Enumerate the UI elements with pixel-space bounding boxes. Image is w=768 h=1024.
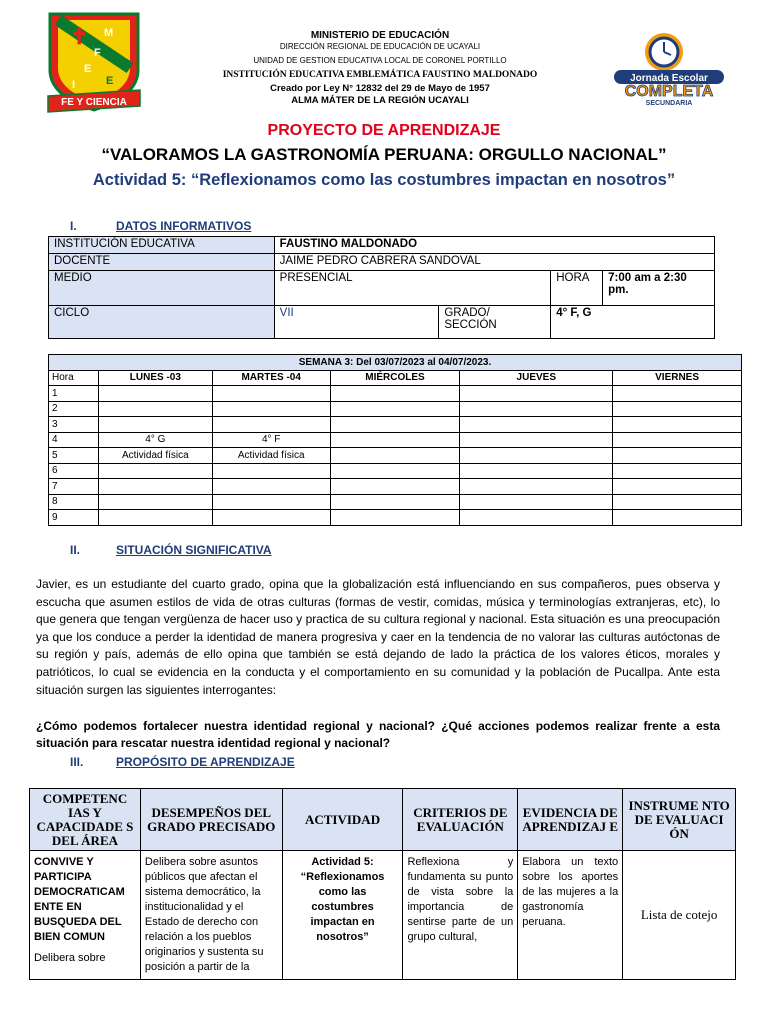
prop-header-criterios: CRITERIOS DE EVALUACIÓN (403, 789, 518, 851)
schedule-cell (613, 479, 742, 495)
semana-row (49, 494, 742, 510)
schedule-cell (212, 494, 330, 510)
schedule-cell (613, 463, 742, 479)
prop-evidencia: Elabora un texto sobre los aportes de las mujeres a la gastronomía peruana. (518, 851, 623, 980)
actividad-title: Actividad 5: “Reflexionamos como las costumbres impactan en nosotros” (92, 171, 676, 189)
situacion-questions: ¿Cómo podemos fortalecer nuestra identidad regional y nacional? ¿Qué acciones podemos realizar frente a esta situación para rescatar nuestra identidad regional y nacional? (36, 719, 720, 750)
schedule-cell (330, 432, 460, 448)
schedule-cell (460, 417, 613, 433)
schedule-cell (330, 401, 460, 417)
medio-value: PRESENCIAL (274, 271, 551, 306)
prop-header-competencias: COMPETENC IAS Y CAPACIDADE S DEL ÁREA (30, 789, 141, 851)
schedule-cell (98, 463, 212, 479)
schedule-cell (98, 494, 212, 510)
semana-row (49, 401, 742, 417)
crest-letter-e2: E (106, 75, 114, 87)
prop-header-instrumento: INSTRUME NTO DE EVALUACI ÓN (623, 789, 736, 851)
hora-value: 7:00 am a 2:30 pm. (603, 271, 715, 306)
prop-header-evidencia: EVIDENCIA DE APRENDIZAJ E (518, 789, 623, 851)
crest-letter-i: I (72, 79, 76, 91)
schedule-cell (613, 510, 742, 526)
col-jueves: JUEVES (460, 370, 613, 386)
section-number: III. (70, 755, 84, 769)
datos-table (48, 236, 715, 339)
schedule-cell (330, 510, 460, 526)
hora-cell: 2 (49, 401, 99, 417)
schedule-cell (613, 448, 742, 464)
logo-line2: COMPLETA (624, 83, 714, 100)
section-datos-heading (70, 219, 251, 233)
inst-label: INSTITUCIÓN EDUCATIVA (49, 237, 275, 254)
section-number: I. (70, 219, 77, 233)
schedule-cell (460, 479, 613, 495)
prop-desempeno: Delibera sobre asuntos públicos que afectan el sistema democrático, la institucionalidad y el Estado de derecho con relación a los pueblos originarios y sustenta su posición a partir de la (140, 851, 282, 980)
schedule-cell: Actividad física (212, 448, 330, 464)
prop-header-actividad: ACTIVIDAD (282, 789, 403, 851)
semana-row (49, 479, 742, 495)
semana-row (49, 432, 742, 448)
schedule-cell (98, 510, 212, 526)
schedule-cell (330, 463, 460, 479)
semana-row (49, 448, 742, 464)
schedule-cell (613, 386, 742, 402)
schedule-cell (212, 401, 330, 417)
schedule-cell: 4° F (212, 432, 330, 448)
col-hora: Hora (49, 370, 99, 386)
schedule-cell (98, 479, 212, 495)
schedule-cell (212, 479, 330, 495)
logo-line1: Jornada Escolar (630, 73, 708, 84)
schedule-cell (98, 417, 212, 433)
schedule-cell (98, 401, 212, 417)
semana-row (49, 463, 742, 479)
prop-actividad: Actividad 5: “Reflexionamos como las costumbres impactan en nosotros” (282, 851, 403, 980)
section-situacion-heading (70, 543, 272, 557)
schedule-cell (330, 448, 460, 464)
schedule-cell (460, 510, 613, 526)
hora-cell: 7 (49, 479, 99, 495)
col-lunes: LUNES -03 (98, 370, 212, 386)
header-direccion: DIRECCIÓN REGIONAL DE EDUCACIÓN DE UCAYALI (279, 42, 481, 51)
prop-header-desempenos: DESEMPEÑOS DEL GRADO PRECISADO (140, 789, 282, 851)
schedule-cell (613, 417, 742, 433)
competencia-text: CONVIVE Y PARTICIPA DEMOCRATICAM ENTE EN BUSQUEDA DEL BIEN COMUN (34, 856, 125, 943)
section-title: SITUACIÓN SIGNIFICATIVA (116, 543, 272, 557)
semana-body (49, 386, 742, 526)
schedule-cell (460, 463, 613, 479)
prop-competencia (30, 851, 141, 980)
hora-cell: 5 (49, 448, 99, 464)
inst-value: FAUSTINO MALDONADO (274, 237, 714, 254)
prop-criterios: Reflexiona y fundamenta su punto de vista sobre la importancia de sentirse parte de un grupo cultural, (403, 851, 518, 980)
crest-letter-e1: E (84, 63, 92, 75)
schedule-cell (460, 401, 613, 417)
semana-row (49, 386, 742, 402)
medio-label: MEDIO (49, 271, 275, 306)
docente-label: DOCENTE (49, 254, 275, 271)
section-title: DATOS INFORMATIVOS (116, 219, 252, 233)
proposito-table (29, 788, 736, 980)
jornada-completa-logo (604, 30, 734, 106)
header-ugel: UNIDAD DE GESTION EDUCATIVA LOCAL DE CORONEL PORTILLO (253, 56, 507, 65)
schedule-cell (330, 479, 460, 495)
schedule-cell (212, 386, 330, 402)
crest-letter-f: F (94, 47, 101, 59)
hora-cell: 4 (49, 432, 99, 448)
section-proposito-heading (70, 755, 295, 769)
svg-text:✝: ✝ (70, 24, 89, 49)
logo-line3: SECUNDARIA (645, 100, 693, 106)
ciclo-label: CICLO (49, 306, 275, 339)
header-ministerio: MINISTERIO DE EDUCACIÓN (310, 30, 450, 41)
schedule-cell (330, 494, 460, 510)
schedule-cell (613, 432, 742, 448)
proyecto-title: PROYECTO DE APRENDIZAJE (267, 122, 501, 139)
schedule-cell (613, 494, 742, 510)
hora-cell: 9 (49, 510, 99, 526)
hora-cell: 1 (49, 386, 99, 402)
schedule-cell (460, 432, 613, 448)
schedule-cell (98, 386, 212, 402)
schedule-cell (460, 386, 613, 402)
schedule-cell (330, 417, 460, 433)
section-number: II. (70, 543, 81, 557)
competencia-extra: Delibera sobre (34, 952, 106, 964)
grado-label: GRADO/ SECCIÓN (439, 306, 551, 339)
docente-value: JAIME PEDRO CABRERA SANDOVAL (274, 254, 714, 271)
semana-row (49, 417, 742, 433)
school-crest-logo (44, 10, 144, 116)
header-institucion: INSTITUCIÓN EDUCATIVA EMBLEMÁTICA FAUSTINO MALDONADO (222, 70, 538, 80)
crest-motto: FE Y CIENCIA (61, 97, 127, 108)
semana-title: SEMANA 3: Del 03/07/2023 al 04/07/2023. (49, 355, 742, 371)
main-title: “VALORAMOS LA GASTRONOMÍA PERUANA: ORGULLO NACIONAL” (101, 145, 667, 164)
header-alma: ALMA MÁTER DE LA REGIÓN UCAYALI (291, 95, 469, 106)
schedule-cell (460, 494, 613, 510)
prop-instrumento: Lista de cotejo (623, 851, 736, 980)
schedule-cell (460, 448, 613, 464)
schedule-cell (212, 417, 330, 433)
schedule-cell (330, 386, 460, 402)
hora-cell: 8 (49, 494, 99, 510)
situacion-paragraph: Javier, es un estudiante del cuarto grado, opina que la globalización está influenciando en sus compañeros, pues observa y escucha que asumen estilos de vida de otras culturas (formas de vestir, comidas, música y terminologías extranjeras, etc), lo que genera que tengan vergüenza de hacer uso y practica de su cultura regional y nacional. Esta situación es una preocupación ya que los conduce a perder la identidad de manera progresiva y caer en la tendencia de no valorar las culturas autóctonas de su región y país, además de ello opina que también se está dejando de lado la práctica de los valores éticos, morales y patrióticos, lo cual se evidencia en la conducta y el comportamiento en su comunidad y la población de Pucallpa. Ante esta situación surgen las siguientes interrogantes: (36, 577, 720, 697)
section-title: PROPÓSITO DE APRENDIZAJE (116, 755, 295, 769)
grado-value: 4° F, G (551, 306, 715, 339)
col-viernes: VIERNES (613, 370, 742, 386)
schedule-cell (212, 463, 330, 479)
semana-row (49, 510, 742, 526)
hora-cell: 3 (49, 417, 99, 433)
crest-letter-m: M (104, 27, 114, 39)
semana-table (48, 354, 742, 526)
schedule-cell (212, 510, 330, 526)
schedule-cell: 4° G (98, 432, 212, 448)
col-martes: MARTES -04 (212, 370, 330, 386)
schedule-cell (613, 401, 742, 417)
schedule-cell: Actividad física (98, 448, 212, 464)
ciclo-value: VII (274, 306, 439, 339)
col-miercoles: MIÉRCOLES (330, 370, 460, 386)
header-ley: Creado por Ley N° 12832 del 29 de Mayo de 1957 (270, 83, 490, 94)
hora-label: HORA (551, 271, 603, 306)
hora-cell: 6 (49, 463, 99, 479)
